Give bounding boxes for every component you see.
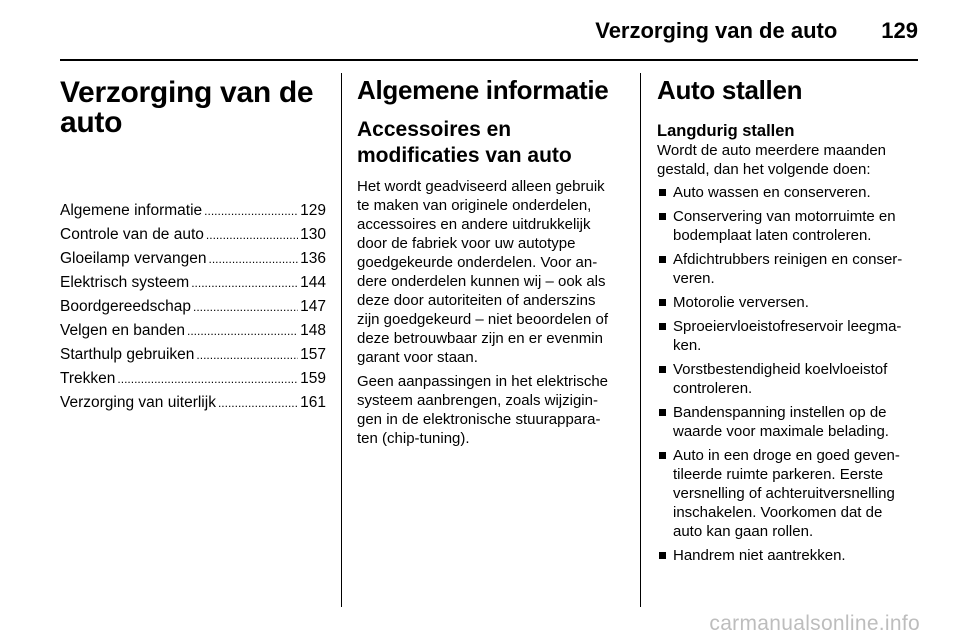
column-divider-1 <box>341 73 342 607</box>
toc-entry-page: 159 <box>300 370 326 387</box>
bullet-square-icon <box>659 299 666 306</box>
checklist-item-line: Handrem niet aantrekken. <box>673 547 846 564</box>
toc-entry[interactable] <box>60 295 326 319</box>
checklist-item-line: inschakelen. Voorkomen dat de <box>673 504 883 521</box>
toc-entry-page: 161 <box>300 394 326 411</box>
checklist-item-line: Auto in een droge en goed geven- <box>673 447 900 464</box>
bullet-square-icon <box>659 323 666 330</box>
bullet-square-icon <box>659 452 666 459</box>
toc-entry-page: 130 <box>300 226 326 243</box>
toc-entry[interactable] <box>60 391 326 415</box>
checklist-item-line: auto kan gaan rollen. <box>673 523 814 540</box>
checklist-item-line: ken. <box>673 337 702 354</box>
toc-entry-title: Starthulp gebruiken <box>60 346 195 363</box>
chapter-title-line-1: Verzorging van de <box>60 76 314 109</box>
bullet-square-icon <box>659 256 666 263</box>
bullet-square-icon <box>659 189 666 196</box>
toc-entry-title: Elektrisch systeem <box>60 274 190 291</box>
checklist-item-line: veren. <box>673 270 715 287</box>
toc-entry-page: 148 <box>300 322 326 339</box>
header-section-title: Verzorging van de auto <box>595 18 838 43</box>
chapter-title-line-2: auto <box>60 106 123 139</box>
toc-entry-page: 147 <box>300 298 326 315</box>
checklist-item <box>657 546 919 565</box>
general-info-column <box>357 75 623 448</box>
toc-entry[interactable] <box>60 343 326 367</box>
text-line: dere onderdelen kunnen wij – ook als <box>357 273 606 290</box>
checklist-item <box>657 183 919 202</box>
checklist-item-line: Vorstbestendigheid koelvloeistof <box>673 361 888 378</box>
text-line: deze betrouwbaar zijn en er evenmin <box>357 330 603 347</box>
toc-entry-title: Boordgereedschap <box>60 298 191 315</box>
bullet-square-icon <box>659 552 666 559</box>
text-line: systeem aanbrengen, zoals wijzigin- <box>357 392 598 409</box>
header-rule <box>60 59 918 61</box>
subsection-heading-line-2: modificaties van auto <box>357 144 572 167</box>
toc-leader-dots <box>208 247 298 271</box>
watermark: carmanualsonline.info <box>709 612 920 635</box>
text-line: deze door autoriteiten of anderszins <box>357 292 596 309</box>
text-line: Wordt de auto meerdere maanden <box>657 142 887 159</box>
checklist-item <box>657 446 919 541</box>
column-divider-2 <box>640 73 641 607</box>
bullet-square-icon <box>659 213 666 220</box>
toc-leader-dots <box>196 343 298 367</box>
checklist-item-line: waarde voor maximale belading. <box>673 423 889 440</box>
checklist-item-line: controleren. <box>673 380 753 397</box>
text-line: gestald, dan het volgende doen: <box>657 161 871 178</box>
text-line: te maken van originele onderdelen, <box>357 197 592 214</box>
text-line: ten (chip-tuning). <box>357 430 470 447</box>
toc-entry-page: 144 <box>300 274 326 291</box>
checklist-item-line: Conservering van motorruimte en <box>673 208 896 225</box>
table-of-contents <box>60 199 326 415</box>
subsection-heading-line-1: Accessoires en <box>357 118 512 141</box>
text-line: gen in de elektronische stuurappara- <box>357 411 601 428</box>
checklist-item <box>657 317 919 355</box>
text-line: Geen aanpassingen in het elektrische <box>357 373 609 390</box>
checklist-item-line: Motorolie verversen. <box>673 294 809 311</box>
storage-checklist <box>657 183 919 565</box>
toc-leader-dots <box>193 295 298 319</box>
text-line: door de fabriek voor uw autotype <box>357 235 576 252</box>
checklist-item-line: Bandenspanning instellen op de <box>673 404 887 421</box>
header-page-number: 129 <box>881 18 918 43</box>
toc-entry-title: Controle van de auto <box>60 226 204 243</box>
text-line: Het wordt geadviseerd alleen gebruik <box>357 178 605 195</box>
chapter-title <box>60 78 326 138</box>
checklist-item <box>657 293 919 312</box>
toc-entry[interactable] <box>60 247 326 271</box>
checklist-item-line: Sproeiervloeistofreservoir leegma- <box>673 318 902 335</box>
checklist-item-line: tileerde ruimte parkeren. Eerste <box>673 466 884 483</box>
toc-leader-dots <box>204 199 298 223</box>
toc-leader-dots <box>187 319 298 343</box>
text-line: garant voor staan. <box>357 349 478 366</box>
checklist-item-line: bodemplaat laten controleren. <box>673 227 872 244</box>
toc-entry[interactable] <box>60 271 326 295</box>
subsection-heading <box>357 117 623 169</box>
checklist-item <box>657 403 919 441</box>
checklist-item-line: Afdichtrubbers reinigen en conser- <box>673 251 903 268</box>
toc-entry-page: 157 <box>300 346 326 363</box>
toc-entry-title: Verzorging van uiterlijk <box>60 394 216 411</box>
paragraph-intro <box>657 141 919 179</box>
bullet-square-icon <box>659 366 666 373</box>
text-line: zijn goedgekeurd – niet beoordelen of <box>357 311 609 328</box>
bullet-square-icon <box>659 409 666 416</box>
toc-entry[interactable] <box>60 367 326 391</box>
toc-entry-page: 129 <box>300 202 326 219</box>
subsection-heading-long-storage: Langdurig stallen <box>657 122 795 140</box>
toc-entry[interactable] <box>60 223 326 247</box>
toc-entry[interactable] <box>60 199 326 223</box>
paragraph-electrical <box>357 372 623 448</box>
text-line: goedgekeurde onderdelen. Voor an- <box>357 254 598 271</box>
section-heading: Algemene informatie <box>357 75 609 105</box>
checklist-item <box>657 250 919 288</box>
checklist-item-line: Auto wassen en conserveren. <box>673 184 871 201</box>
toc-entry-title: Trekken <box>60 370 116 387</box>
toc-leader-dots <box>117 367 298 391</box>
toc-entry[interactable] <box>60 319 326 343</box>
toc-leader-dots <box>206 223 298 247</box>
text-line: accessoires en andere uitdrukkelijk <box>357 216 591 233</box>
checklist-item <box>657 207 919 245</box>
storage-column <box>657 75 919 570</box>
page-header <box>595 18 918 44</box>
toc-leader-dots <box>218 391 298 415</box>
checklist-item <box>657 360 919 398</box>
toc-entry-title: Algemene informatie <box>60 202 203 219</box>
toc-leader-dots <box>191 271 298 295</box>
toc-entry-title: Gloeilamp vervangen <box>60 250 207 267</box>
chapter-column <box>60 75 326 431</box>
toc-entry-title: Velgen en banden <box>60 322 185 339</box>
checklist-item-line: versnelling of achteruitversnelling <box>673 485 895 502</box>
toc-entry-page: 136 <box>300 250 326 267</box>
section-heading-storage: Auto stallen <box>657 75 803 105</box>
paragraph-accessories <box>357 177 623 367</box>
